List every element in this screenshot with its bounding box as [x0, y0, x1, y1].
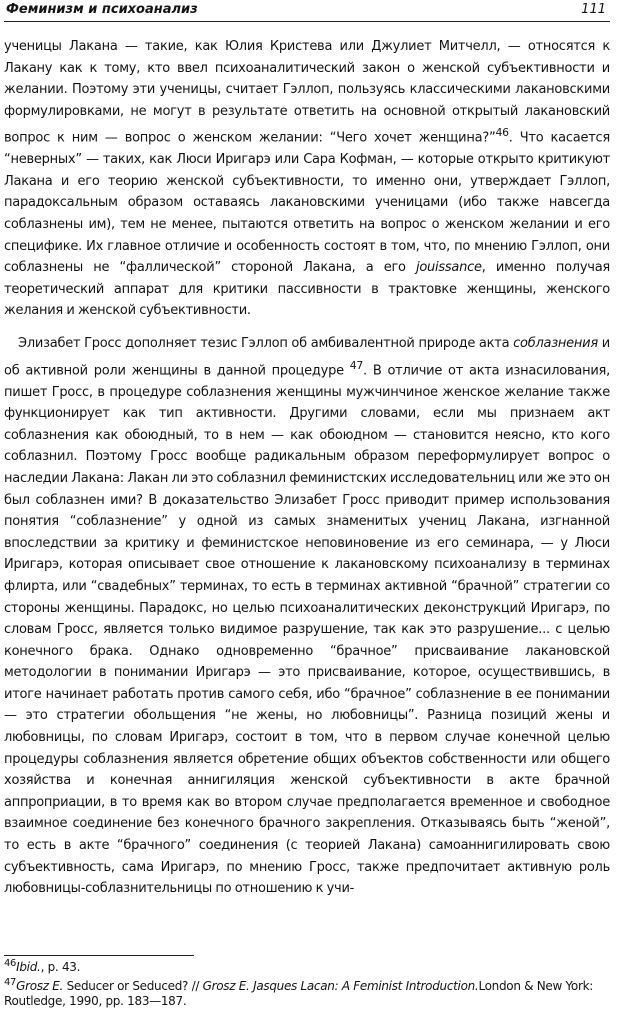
- running-title: Феминизм и психоанализ: [6, 2, 198, 17]
- paragraph-2: [4, 333, 610, 900]
- footnote-47-author-1: Grosz E.: [16, 979, 64, 993]
- footnote-46: [4, 956, 610, 975]
- running-header: [6, 2, 606, 22]
- footnote-47: [4, 975, 610, 1009]
- term-soblaznenia: соблазнения: [513, 336, 598, 352]
- page-number: 111: [581, 2, 606, 17]
- paragraph-1-part-3: , именно получая теоретический аппарат для критики пассивности в трактовке женщины, женского желания и женской субъективности.: [4, 260, 610, 319]
- header-rule: [4, 21, 610, 22]
- paragraph-2-part-3: . В отличие от акта изнасилования, пишет Гросс, в процедуре соблазнения женщины мужчинчиное женское желание также функционирует как тип активности. Другими словами, если мы признаем акт соблазнения как обоюдный, то в нем — как обоюдном — становится неясно, кто кого соблазнил. Поэтому Гросс вообще радикальным образом переформулирует вопрос о наследии Лакана: Лакан ли это соблазнил феминистских исследовательниц или же это он был соблазнен ими? В доказательство Элизабет Гросс приводит пример использования понятия “соблазнение” у одной из самых знаменитых учениц Лакана, изгнанной впоследствии за критику и феминистское неповиновение из его семинара, — у Люси Иригарэ, которая описывает свое отношение к лакановскому психоанализу в терминах флирта, или “свадебных” терминах, то есть в терминах активной “брачной” стратегии со стороны женщины. Парадокс, но целью психоаналитических деконструкций Иригарэ, по словам Гросс, является только видимое разрушение, так как это разрушение... с целью конечного брака. Однако одновременно “брачное” присваивание лакановской методологии в понимании Иригарэ — это присваивание, которое, осуществившись, в итоге начинает работать против самого себя, ибо “брачное” соблазнение в ее понимании — это стратегии обольщения “не жены, но любовницы”. Разница позиций жены и любовницы, по словам Иригарэ, состоит в том, что в первом случае конечной целью процедуры соблазнения является обретение общих объектов собственности или общего хозяйства и конечная аннигиляция женской субъективности в акте брачной аппроприации, в то время как во втором случае предполагается временное и свободное взаимное соединение без конечного брачного закрепления. Отказываясь быть “женой”, то есть в акте “брачного” соединения (с теорией Лакана) самоаннигилировать свою субъективность, сама Иригарэ, по мнению Гросс, также предпочитает активную роль любовницы-соблазнительницы по отношению к учи-: [4, 362, 610, 897]
- paragraph-1: [4, 36, 610, 322]
- footnote-46-text: , p. 43.: [40, 960, 81, 974]
- footnote-ref-47: 47: [349, 358, 364, 372]
- footnote-46-ibid: Ibid.: [16, 960, 41, 974]
- main-text: [4, 36, 610, 900]
- paragraph-2-part-1: Элизабет Гросс дополняет тезис Гэллоп об амбивалентной природе акта: [18, 336, 514, 352]
- footnotes: [4, 956, 610, 1009]
- term-jouissance: jouissance: [415, 260, 482, 276]
- footnote-47-publisher: London & New York: Routledge, 1990, pp. 183—187.: [4, 979, 594, 1008]
- paragraph-2-part-2: и об активной роли женщины в данной процедуре: [4, 336, 610, 378]
- paragraph-1-part-2: . Что касается “неверных” — таких, как Люси Иригарэ или Сара Кофман, — которые открыто критикуют Лакана и его теорию женской субъективности, то именно они, утверждает Гэллоп, парадоксальным образом оставаясь лакановскими ученицами (ибо также навсегда соблазнены им), тем не менее, пытаются ответить на вопрос о женском желании и его специфике. Их главное отличие и особенность состоят в том, что, по мнению Гэллоп, они соблазнены не “фаллической” стороной Лакана, а его: [4, 130, 610, 276]
- footnote-ref-46: 46: [495, 126, 509, 140]
- footnote-47-book: Jasques Lacan: A Feminist Introduction.: [249, 979, 479, 993]
- footnote-47-author-2: Grosz E.: [202, 979, 250, 993]
- paragraph-1-part-1: ученицы Лакана — такие, как Юлия Кристева или Джулиет Митчелл, — относятся к Лакану как к тому, кто ввел психоаналитический закон о женской субъективности и желании. Поэтому эти ученицы, считает Гэллоп, пользуясь классическими лакановскими формулировками, не могут в результате ответить на основной открытый лакановский вопрос к ним — вопрос о женском желании: “Чего хочет женщина?”: [4, 39, 610, 146]
- footnote-46-number: 46: [4, 958, 17, 969]
- footnote-47-title: Seducer or Seduced? //: [63, 979, 203, 993]
- footnote-47-number: 47: [4, 977, 17, 988]
